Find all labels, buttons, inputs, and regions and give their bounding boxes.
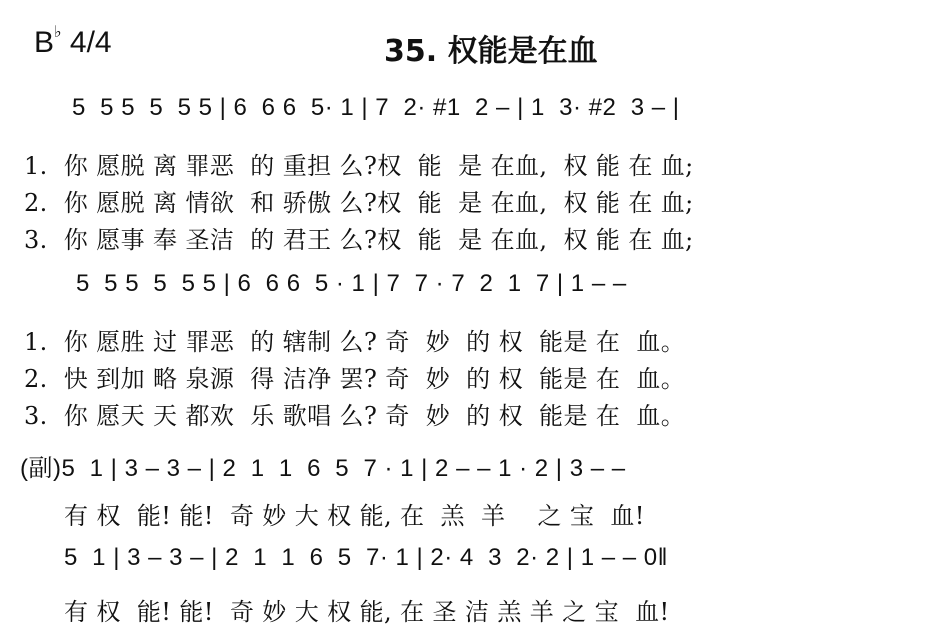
lyric-line: 1. 你 愿胜 过 罪恶 的 辖制 么? 奇 妙 的 权 能是 在 血。 bbox=[24, 328, 686, 356]
flat-sign: ♭ bbox=[54, 24, 62, 41]
lyric-line: 1. 你 愿脱 离 罪恶 的 重担 么?权 能 是 在血, 权 能 在 血; bbox=[24, 152, 694, 180]
notation-line: 5 5 5 5 5 5 | 6 6 6 5· 1 | 7 2· #1 2 – | 1 3· #2 3 – | bbox=[72, 94, 680, 121]
time-signature: 4/4 bbox=[69, 26, 112, 59]
notation-line: (副)5 1 | 3 – 3 – | 2 1 1 6 5 7 · 1 | 2 – – 1 · 2 | 3 – – bbox=[20, 455, 626, 482]
lyric-line: 3. 你 愿天 天 都欢 乐 歌唱 么? 奇 妙 的 权 能是 在 血。 bbox=[24, 402, 686, 430]
hymn-title: 35. 权能是在血 bbox=[384, 34, 598, 69]
notation-line: 5 5 5 5 5 5 | 6 6 6 5 · 1 | 7 7 · 7 2 1 7 | 1 – – bbox=[76, 270, 627, 297]
lyric-line: 2. 你 愿脱 离 情欲 和 骄傲 么?权 能 是 在血, 权 能 在 血; bbox=[24, 189, 694, 217]
lyric-line: 3. 你 愿事 奉 圣洁 的 君王 么?权 能 是 在血, 权 能 在 血; bbox=[24, 226, 694, 254]
lyric-line: 有 权 能! 能! 奇 妙 大 权 能, 在 羔 羊 之 宝 血! bbox=[64, 502, 645, 530]
lyric-line: 有 权 能! 能! 奇 妙 大 权 能, 在 圣 洁 羔 羊 之 宝 血! bbox=[64, 598, 670, 626]
key-signature: B♭ 4/4 bbox=[34, 24, 112, 59]
lyric-line: 2. 快 到加 略 泉源 得 洁净 罢? 奇 妙 的 权 能是 在 血。 bbox=[24, 365, 686, 393]
notation-line: 5 1 | 3 – 3 – | 2 1 1 6 5 7· 1 | 2· 4 3 2· 2 | 1 – – 0‖ bbox=[64, 544, 669, 571]
